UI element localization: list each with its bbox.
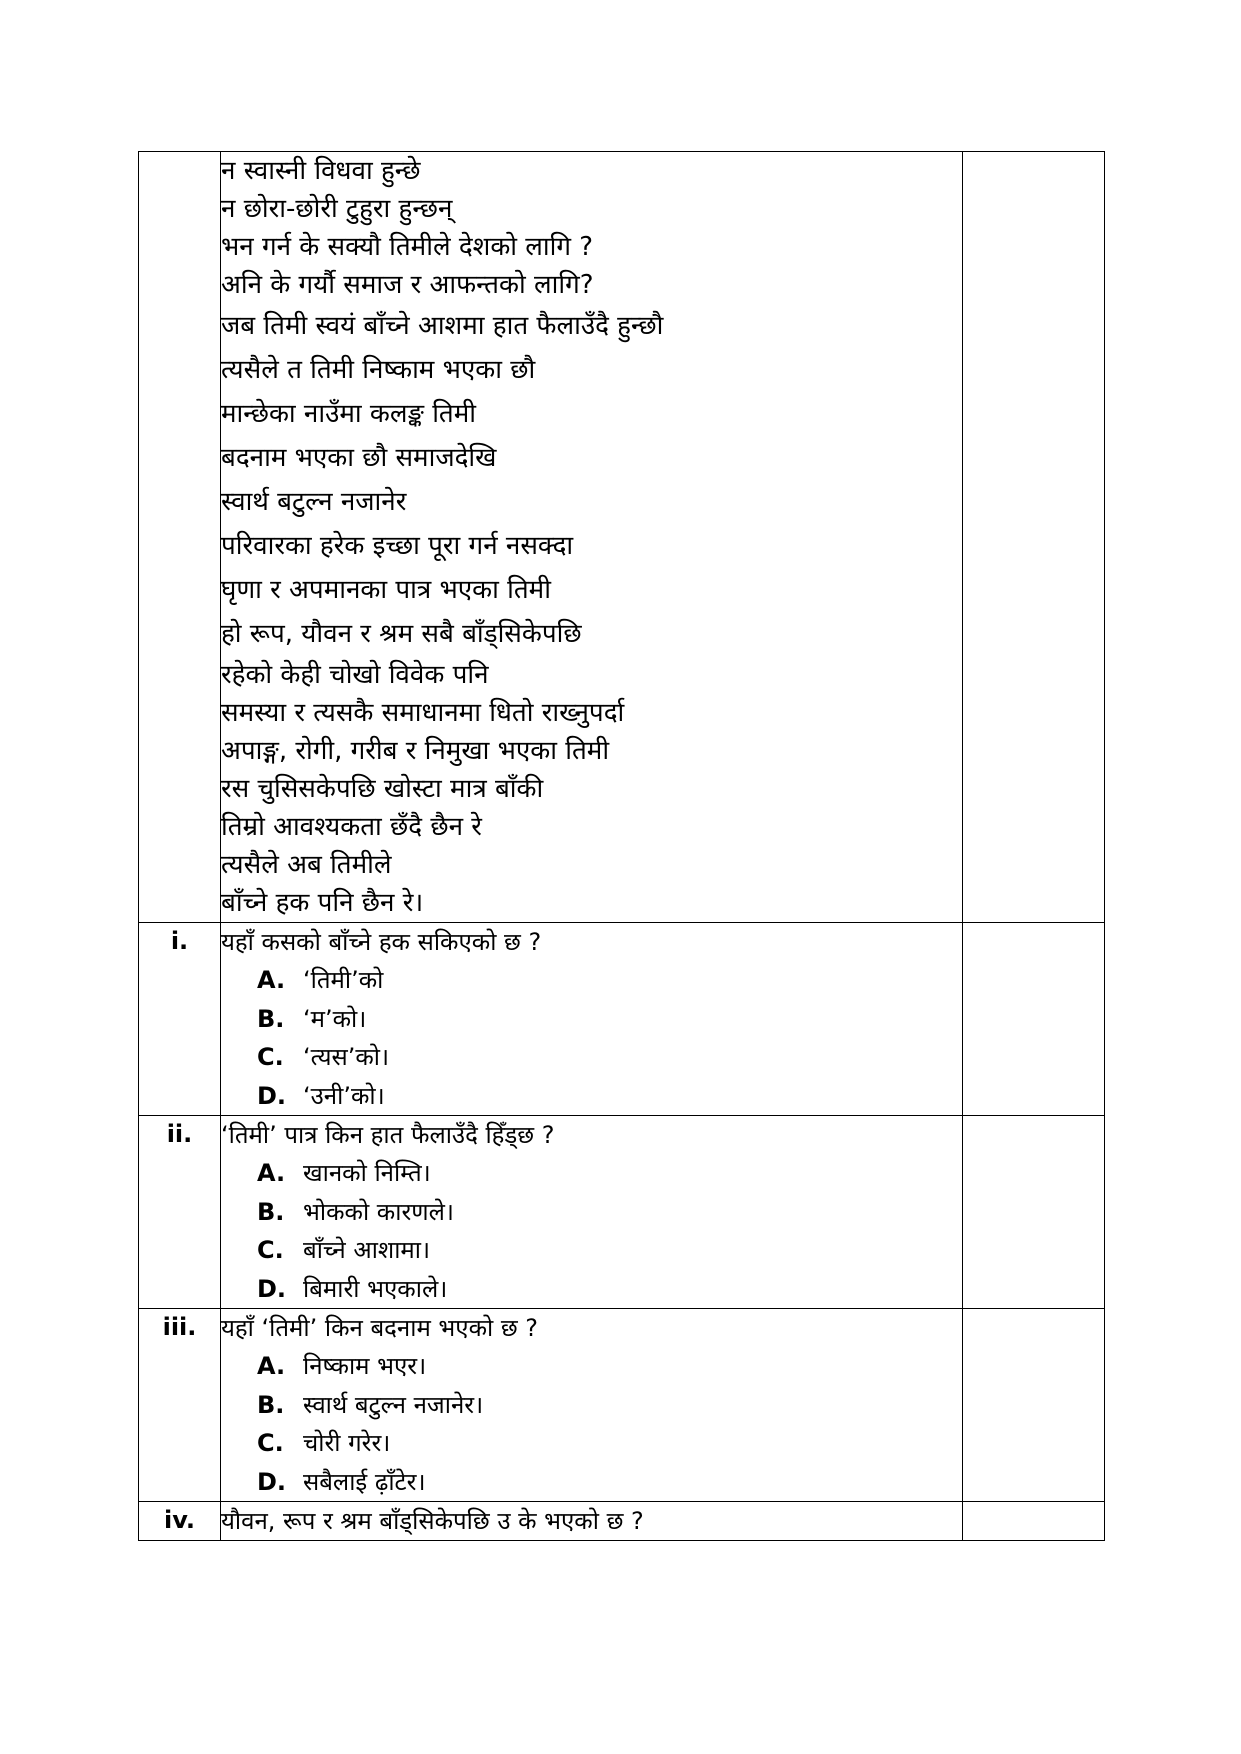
marks-cell [963, 1116, 1105, 1309]
option-letter: C. [257, 1043, 284, 1071]
poem-cell [221, 152, 963, 923]
option-letter: C. [257, 1429, 284, 1457]
marks-cell [963, 923, 1105, 1116]
option-text: ‘उनी’को। [303, 1081, 385, 1110]
question-cell [221, 923, 963, 1116]
poem-line: जब तिमी स्वयं बाँच्ने आशमा हात फैलाउँदै हुन्छौ [221, 311, 664, 341]
poem-line: बाँच्ने हक पनि छैन रे। [221, 888, 424, 918]
option-c [221, 1424, 962, 1463]
option-d [221, 1463, 962, 1502]
poem-line: त्यसैले त तिमी निष्काम भएका छौ [221, 355, 536, 385]
poem-line: बदनाम भएका छौ समाजदेखि [221, 443, 497, 473]
option-letter: B. [257, 1197, 285, 1226]
marks-cell [963, 1309, 1105, 1502]
question-row [139, 923, 1105, 1116]
option-letter: B. [257, 1390, 285, 1419]
option-a [221, 1347, 962, 1386]
question-text: यौवन, रूप र श्रम बाँड्सिकेपछि उ के भएको छ ? [221, 1507, 644, 1535]
question-cell [221, 1502, 963, 1541]
question-row [139, 1309, 1105, 1502]
option-text: ‘तिमी’को [303, 966, 384, 994]
poem-line: घृणा र अपमानका पात्र भएका तिमी [221, 575, 551, 605]
option-a [221, 961, 962, 1000]
question-text: ‘तिमी’ पात्र किन हात फैलाउँदै हिँड्छ ? [221, 1121, 555, 1149]
poem-row [139, 152, 1105, 923]
poem-line: स्वार्थ बटुल्न नजानेर [221, 487, 407, 517]
poem-line: न स्वास्नी विधवा हुन्छे [221, 156, 421, 186]
question-text: यहाँ कसको बाँच्ने हक सकिएको छ ? [221, 928, 542, 956]
option-a [221, 1154, 962, 1193]
question-number: iv. [139, 1502, 221, 1541]
question-number: i. [139, 923, 221, 1116]
question-number: ii. [139, 1116, 221, 1309]
question-number: iii. [139, 1309, 221, 1502]
marks-cell [963, 152, 1105, 923]
option-text: ‘त्यस’को। [303, 1043, 390, 1071]
option-text: बाँच्ने आशामा। [303, 1236, 431, 1264]
option-d [221, 1077, 962, 1116]
option-text: निष्काम भएर। [303, 1352, 427, 1380]
option-c [221, 1038, 962, 1077]
poem-line: हो रूप, यौवन र श्रम सबै बाँड्सिकेपछि [221, 619, 582, 649]
option-text: सबैलाई ढ़ाँटेर। [303, 1467, 426, 1496]
option-letter: A. [257, 1352, 286, 1380]
poem-line: अपाङ्ग, रोगी, गरीब र निमुखा भएका तिमी [221, 736, 610, 766]
question-cell [221, 1309, 963, 1502]
option-letter: B. [257, 1004, 285, 1033]
option-letter: D. [257, 1081, 287, 1110]
poem-line: समस्या र त्यसकै समाधानमा धितो राख्नुपर्दा [221, 698, 625, 728]
poem-line: त्यसैले अब तिमीले [221, 850, 392, 880]
option-letter: A. [257, 966, 286, 994]
poem-line: भन गर्न के सक्यौ तिमीले देशको लागि ? [221, 232, 594, 262]
poem-line: मान्छेका नाउँमा कलङ्क तिमी [221, 399, 477, 429]
option-letter: D. [257, 1274, 287, 1303]
poem-number-cell [139, 152, 221, 923]
option-letter: C. [257, 1236, 284, 1264]
option-c [221, 1231, 962, 1270]
poem-line: रस चुसिसकेपछि खोस्टा मात्र बाँकी [221, 774, 544, 804]
question-row [139, 1116, 1105, 1309]
poem-line: परिवारका हरेक इच्छा पूरा गर्न नसक्दा [221, 531, 574, 561]
option-text: चोरी गरेर। [303, 1429, 391, 1457]
poem-line: न छोरा-छोरी टुहुरा हुन्छन् [221, 194, 453, 224]
marks-cell [963, 1502, 1105, 1541]
poem-line: तिम्रो आवश्यकता छँदै छैन रे [221, 812, 482, 842]
option-text: बिमारी भएकाले। [303, 1274, 448, 1303]
option-text: खानको निम्ति। [303, 1159, 431, 1187]
poem-line: अनि के गर्यौ समाज र आफन्तको लागि? [221, 270, 594, 300]
question-table [138, 151, 1105, 1541]
poem-line: रहेको केही चोखो विवेक पनि [221, 660, 489, 690]
question-cell [221, 1116, 963, 1309]
question-row [139, 1502, 1105, 1541]
option-b [221, 1386, 962, 1425]
question-text: यहाँ ‘तिमी’ किन बदनाम भएको छ ? [221, 1314, 539, 1342]
option-text: ‘म’को। [303, 1004, 367, 1033]
option-d [221, 1270, 962, 1309]
option-b [221, 1193, 962, 1232]
option-text: स्वार्थ बटुल्न नजानेर। [303, 1390, 484, 1419]
option-text: भोकको कारणले। [303, 1197, 454, 1226]
option-b [221, 1000, 962, 1039]
option-letter: D. [257, 1467, 287, 1496]
option-letter: A. [257, 1159, 286, 1187]
